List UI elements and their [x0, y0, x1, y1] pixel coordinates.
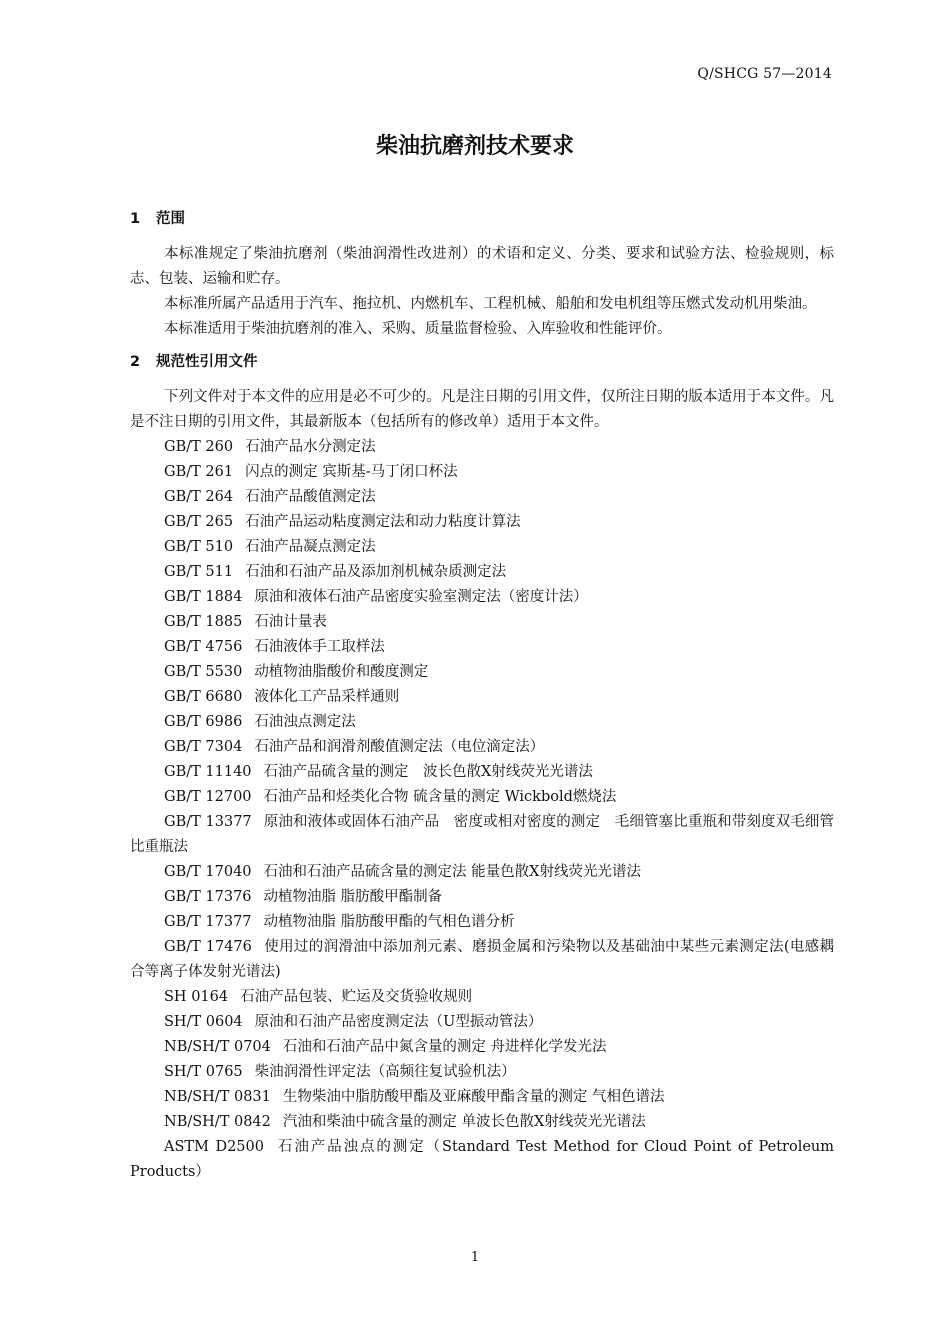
reference-item	[130, 1060, 834, 1085]
section-heading-scope	[130, 207, 834, 232]
reference-code: GB/T 11140	[164, 764, 252, 780]
reference-item	[130, 935, 834, 985]
reference-title: 使用过的润滑油中添加剂元素、磨损金属和污染物以及基础油中某些元素测定法(电感耦合等离子体发射光谱法)	[130, 939, 835, 980]
reference-code: GB/T 261	[164, 464, 234, 480]
reference-title: 石油产品和烃类化合物 硫含量的测定 Wickbold燃烧法	[263, 789, 617, 805]
standard-code: Q/SHCG 57—2014	[697, 66, 832, 82]
reference-title: 石油和石油产品硫含量的测定法 能量色散X射线荧光光谱法	[263, 864, 641, 880]
reference-title: 石油产品硫含量的测定 波长色散X射线荧光光谱法	[263, 764, 593, 780]
reference-title: 石油产品运动粘度测定法和动力粘度计算法	[245, 514, 521, 530]
reference-item	[130, 710, 834, 735]
reference-item	[130, 1010, 834, 1035]
reference-code: GB/T 12700	[164, 789, 252, 805]
document-body	[130, 207, 834, 1185]
reference-title: 石油液体手工取样法	[254, 639, 385, 655]
reference-title: 动植物油脂 脂肪酸甲酯的气相色谱分析	[263, 914, 515, 930]
reference-item	[130, 585, 834, 610]
reference-title: 动植物油脂酸价和酸度测定	[254, 664, 429, 680]
section-number: 1	[130, 211, 141, 227]
section-number: 2	[130, 354, 141, 370]
scope-paragraphs	[130, 242, 834, 342]
reference-title: 石油计量表	[254, 614, 327, 630]
reference-code: SH/T 0604	[164, 1014, 243, 1030]
reference-item	[130, 560, 834, 585]
reference-title: 闪点的测定 宾斯基-马丁闭口杯法	[245, 464, 458, 480]
document-title: 柴油抗磨剂技术要求	[375, 134, 574, 159]
reference-item	[130, 535, 834, 560]
reference-item	[130, 985, 834, 1010]
reference-code: GB/T 511	[164, 564, 234, 580]
reference-title: 石油产品水分测定法	[245, 439, 376, 455]
reference-code: GB/T 4756	[164, 639, 243, 655]
reference-code: SH/T 0765	[164, 1064, 243, 1080]
reference-code: GB/T 6680	[164, 689, 243, 705]
reference-code: NB/SH/T 0831	[164, 1089, 271, 1105]
reference-title: 液体化工产品采样通则	[254, 689, 400, 705]
section-title: 规范性引用文件	[156, 354, 258, 370]
reference-title: 原油和液体或固体石油产品 密度或相对密度的测定 毛细管塞比重瓶和带刻度双毛细管比重瓶法	[130, 814, 834, 855]
reference-code: GB/T 1884	[164, 589, 243, 605]
reference-title: 原油和液体石油产品密度实验室测定法（密度计法）	[254, 589, 588, 605]
reference-title: 柴油润滑性评定法（高频往复试验机法）	[254, 1064, 516, 1080]
reference-item	[130, 860, 834, 885]
section-title: 范围	[156, 211, 185, 227]
reference-title: 石油浊点测定法	[254, 714, 356, 730]
reference-title: 动植物油脂 脂肪酸甲酯制备	[263, 889, 443, 905]
reference-item	[130, 685, 834, 710]
reference-item	[130, 910, 834, 935]
reference-code: SH 0164	[164, 989, 229, 1005]
reference-title: 石油和石油产品及添加剂机械杂质测定法	[245, 564, 507, 580]
reference-code: GB/T 17376	[164, 889, 252, 905]
reference-title: 石油产品包装、贮运及交货验收规则	[240, 989, 473, 1005]
reference-title: 石油产品酸值测定法	[245, 489, 376, 505]
reference-list	[130, 435, 834, 1185]
reference-title: 石油产品凝点测定法	[245, 539, 376, 555]
reference-code: GB/T 1885	[164, 614, 243, 630]
reference-item	[130, 1085, 834, 1110]
reference-item	[130, 610, 834, 635]
reference-code: GB/T 17476	[164, 939, 252, 955]
reference-item	[130, 1135, 834, 1185]
reference-item	[130, 735, 834, 760]
reference-item	[130, 760, 834, 785]
reference-code: GB/T 264	[164, 489, 234, 505]
reference-code: NB/SH/T 0704	[164, 1039, 271, 1055]
reference-title: 原油和石油产品密度测定法（U型振动管法）	[254, 1014, 543, 1030]
reference-item	[130, 485, 834, 510]
reference-code: GB/T 5530	[164, 664, 243, 680]
page-number: 1	[470, 1250, 480, 1265]
reference-code: GB/T 17377	[164, 914, 252, 930]
reference-item	[130, 885, 834, 910]
reference-item	[130, 660, 834, 685]
reference-code: GB/T 265	[164, 514, 234, 530]
reference-code: GB/T 510	[164, 539, 234, 555]
references-intro: 下列文件对于本文件的应用是必不可少的。凡是注日期的引用文件，仅所注日期的版本适用于本文件。凡是不注日期的引用文件，其最新版本（包括所有的修改单）适用于本文件。	[130, 389, 834, 430]
reference-item	[130, 1110, 834, 1135]
reference-code: GB/T 13377	[164, 814, 252, 830]
reference-item	[130, 810, 834, 860]
reference-title: 石油和石油产品中氮含量的测定 舟进样化学发光法	[282, 1039, 607, 1055]
reference-code: ASTM D2500	[164, 1139, 264, 1155]
reference-title: 石油产品浊点的测定（Standard Test Method for Cloud Point of Petroleum Products）	[130, 1139, 834, 1180]
reference-item	[130, 1035, 834, 1060]
reference-code: GB/T 260	[164, 439, 234, 455]
reference-item	[130, 460, 834, 485]
reference-code: GB/T 17040	[164, 864, 252, 880]
scope-paragraph: 本标准规定了柴油抗磨剂（柴油润滑性改进剂）的术语和定义、分类、要求和试验方法、检验规则，标志、包装、运输和贮存。	[130, 246, 834, 287]
reference-code: GB/T 7304	[164, 739, 243, 755]
reference-item	[130, 785, 834, 810]
reference-title: 汽油和柴油中硫含量的测定 单波长色散X射线荧光光谱法	[282, 1114, 646, 1130]
reference-code: NB/SH/T 0842	[164, 1114, 271, 1130]
reference-item	[130, 635, 834, 660]
reference-item	[130, 510, 834, 535]
scope-paragraph: 本标准所属产品适用于汽车、拖拉机、内燃机车、工程机械、船舶和发电机组等压燃式发动机用柴油。	[164, 296, 817, 312]
scope-paragraph: 本标准适用于柴油抗磨剂的准入、采购、质量监督检验、入库验收和性能评价。	[164, 321, 672, 337]
reference-item	[130, 435, 834, 460]
section-heading-normative-references	[130, 350, 834, 375]
reference-title: 石油产品和润滑剂酸值测定法（电位滴定法）	[254, 739, 545, 755]
reference-title: 生物柴油中脂肪酸甲酯及亚麻酸甲酯含量的测定 气相色谱法	[282, 1089, 665, 1105]
reference-code: GB/T 6986	[164, 714, 243, 730]
